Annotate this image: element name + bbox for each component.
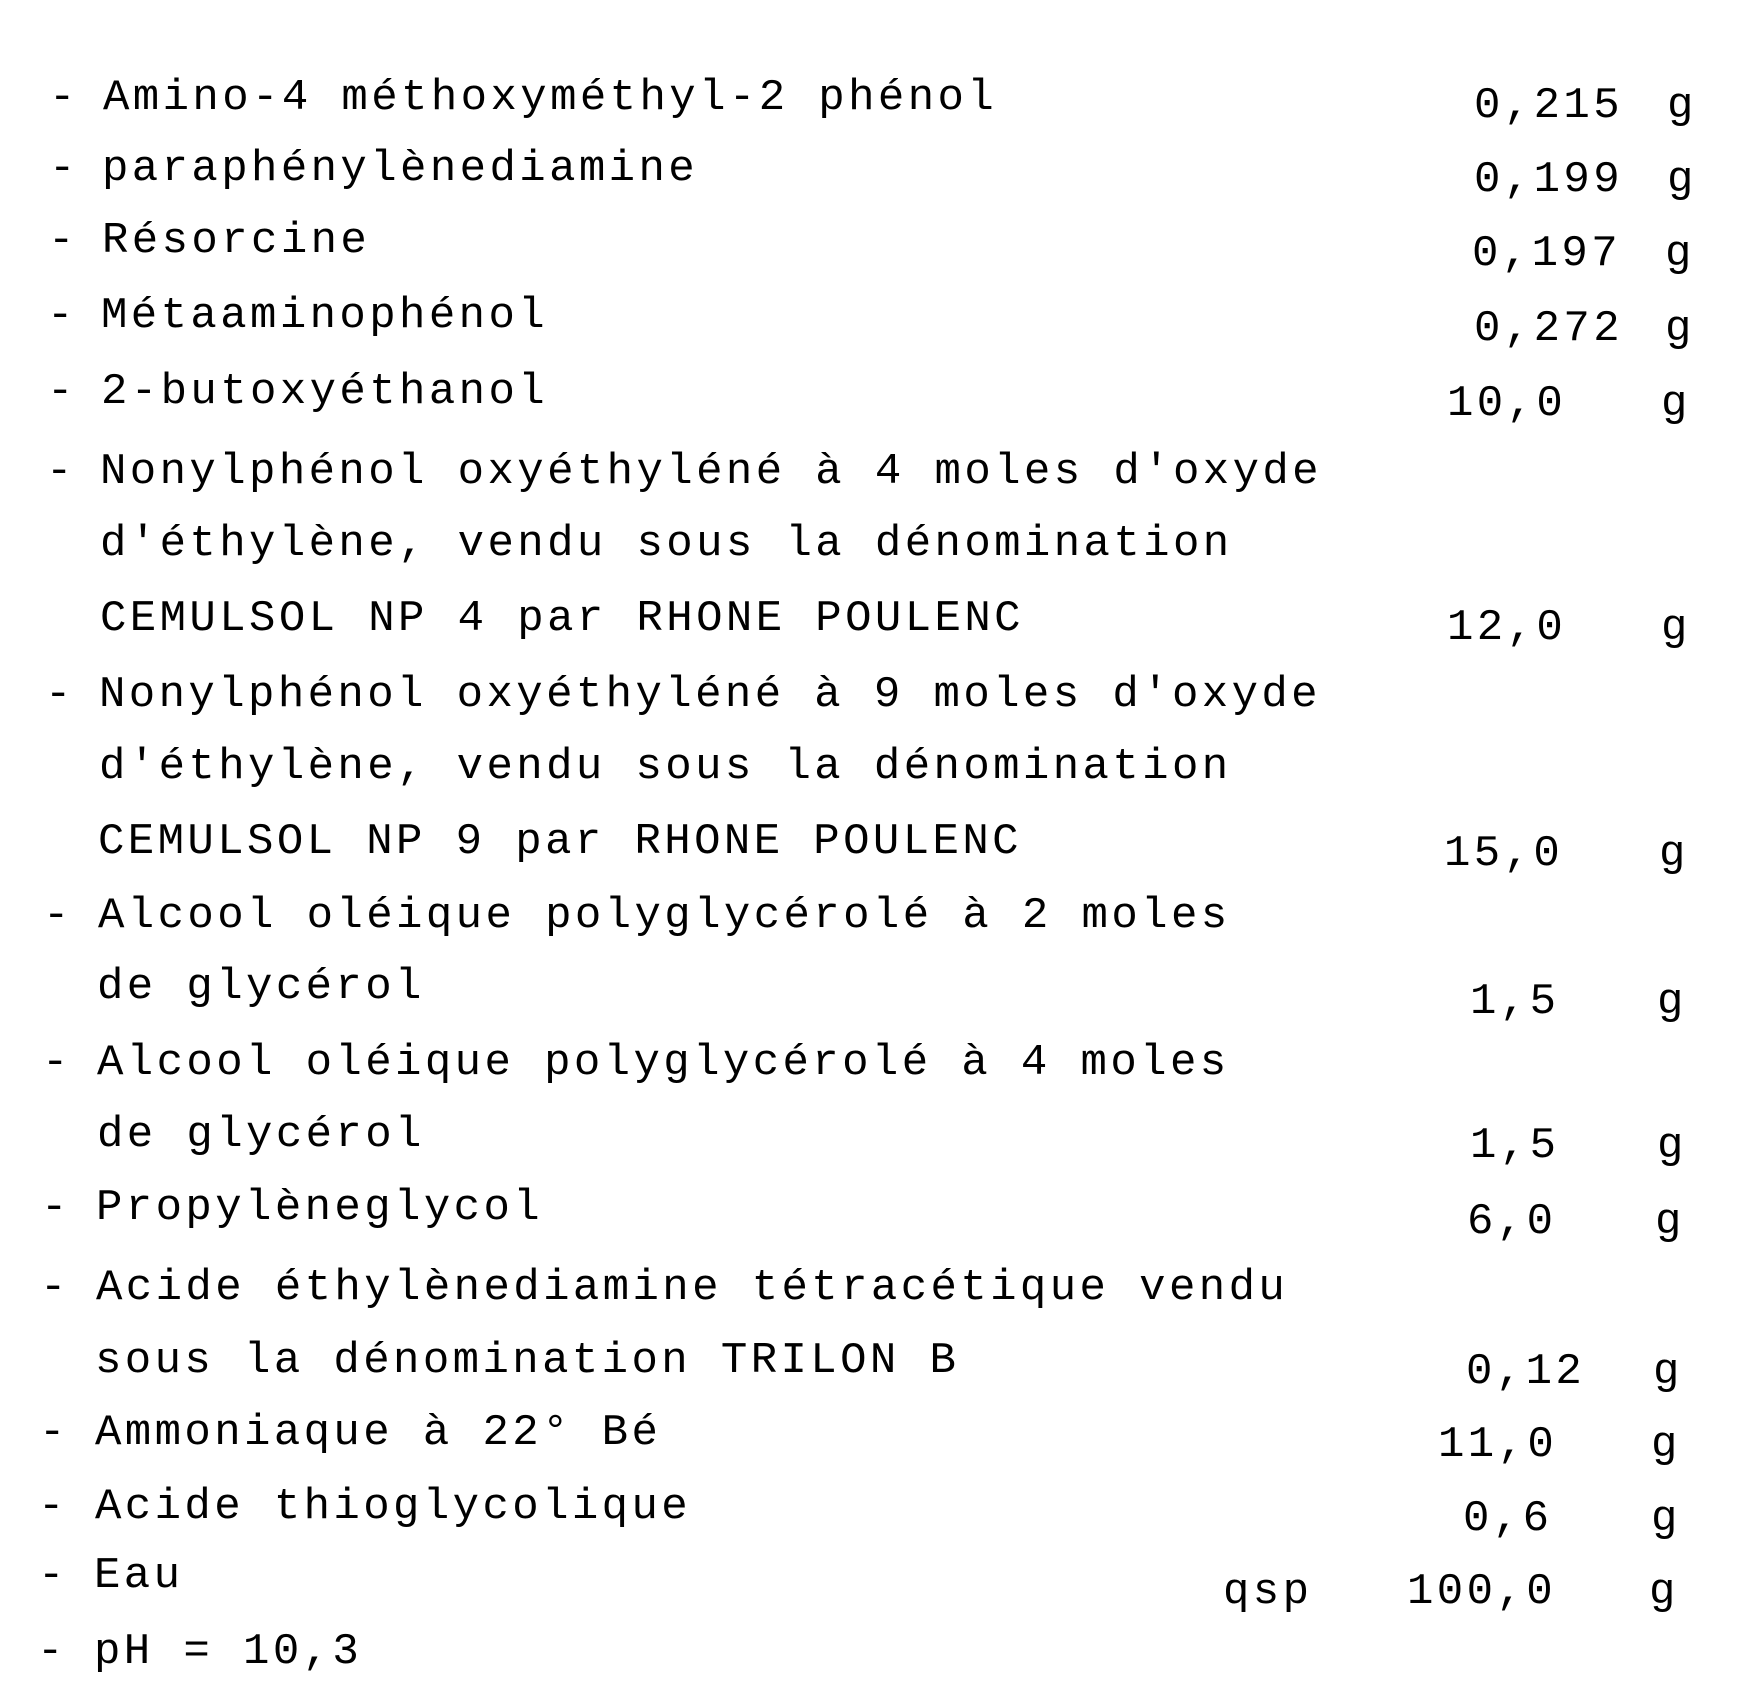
bullet-dash: - — [37, 1630, 67, 1674]
ingredient-quantity: 0,272 — [1474, 307, 1623, 351]
ingredient-name: Propylèneglycol — [96, 1186, 543, 1230]
bullet-dash: - — [49, 76, 79, 120]
quantity-unit: g — [1667, 158, 1697, 202]
ingredient-quantity: 0,199 — [1474, 158, 1623, 202]
bullet-dash: - — [46, 450, 76, 494]
bullet-dash: - — [47, 294, 77, 338]
ingredient-quantity: 0,197 — [1472, 232, 1621, 276]
quantity-unit: g — [1667, 84, 1697, 128]
ingredient-name: Ammoniaque à 22° Bé — [95, 1411, 661, 1455]
bullet-dash: - — [48, 219, 78, 263]
quantity-unit: g — [1661, 382, 1691, 426]
quantity-unit: g — [1665, 307, 1695, 351]
ingredient-name: Alcool oléique polyglycérolé à 4 moles — [97, 1041, 1230, 1085]
ingredient-name: Eau — [94, 1554, 183, 1598]
quantity-unit: g — [1665, 232, 1695, 276]
quantity-unit: g — [1651, 1497, 1681, 1541]
ingredient-quantity: 11,0 — [1438, 1423, 1557, 1467]
ingredient-quantity: 1,5 — [1470, 1124, 1559, 1168]
ingredient-name: de glycérol — [97, 965, 425, 1009]
ingredient-quantity: 10,0 — [1447, 382, 1566, 426]
quantity-unit: g — [1649, 1570, 1679, 1614]
ingredient-quantity: 0,215 — [1474, 84, 1623, 128]
ingredient-name: CEMULSOL NP 9 par RHONE POULENC — [98, 820, 1022, 864]
bullet-dash: - — [38, 1554, 68, 1598]
quantity-unit: g — [1657, 1124, 1687, 1168]
quantity-unit: g — [1661, 606, 1691, 650]
bullet-dash: - — [42, 1041, 72, 1085]
quantity-unit: g — [1651, 1423, 1681, 1467]
bullet-dash: - — [40, 1266, 70, 1310]
ingredient-name: d'éthylène, vendu sous la dénomination — [100, 522, 1233, 566]
qsp-label: qsp — [1223, 1570, 1312, 1614]
bullet-dash: - — [45, 673, 75, 717]
ingredient-name: Alcool oléique polyglycérolé à 2 moles — [98, 894, 1231, 938]
bullet-dash: - — [47, 370, 77, 414]
ingredient-name: sous la dénomination TRILON B — [95, 1339, 959, 1383]
quantity-unit: g — [1659, 832, 1689, 876]
bullet-dash: - — [41, 1186, 71, 1230]
bullet-dash: - — [43, 894, 73, 938]
ingredient-name: CEMULSOL NP 4 par RHONE POULENC — [100, 597, 1024, 641]
quantity-unit: g — [1657, 980, 1687, 1024]
ingredient-name: paraphénylènediamine — [102, 147, 698, 191]
ingredient-name: pH = 10,3 — [94, 1630, 362, 1674]
bullet-dash: - — [49, 147, 79, 191]
ingredient-quantity: 0,12 — [1466, 1350, 1585, 1394]
bullet-dash: - — [38, 1485, 68, 1529]
ingredient-quantity: 100,0 — [1407, 1570, 1556, 1614]
ingredient-name: Nonylphénol oxyéthyléné à 9 moles d'oxyde — [99, 673, 1321, 717]
ingredient-name: Acide thioglycolique — [95, 1485, 691, 1529]
ingredient-name: Nonylphénol oxyéthyléné à 4 moles d'oxyde — [100, 450, 1322, 494]
ingredient-quantity: 0,6 — [1463, 1497, 1552, 1541]
ingredient-name: d'éthylène, vendu sous la dénomination — [99, 745, 1232, 789]
ingredient-quantity: 6,0 — [1467, 1200, 1556, 1244]
ingredient-name: Métaaminophénol — [101, 294, 548, 338]
ingredient-quantity: 12,0 — [1447, 606, 1566, 650]
ingredient-name: Résorcine — [102, 219, 370, 263]
quantity-unit: g — [1653, 1350, 1683, 1394]
bullet-dash: - — [39, 1411, 69, 1455]
ingredient-name: de glycérol — [97, 1113, 425, 1157]
ingredient-quantity: 1,5 — [1470, 980, 1559, 1024]
ingredient-name: Acide éthylènediamine tétracétique vendu — [96, 1266, 1288, 1310]
ingredient-name: 2-butoxyéthanol — [101, 370, 548, 414]
ingredient-quantity: 15,0 — [1444, 832, 1563, 876]
ingredient-name: Amino-4 méthoxyméthyl-2 phénol — [103, 76, 997, 120]
quantity-unit: g — [1655, 1200, 1685, 1244]
